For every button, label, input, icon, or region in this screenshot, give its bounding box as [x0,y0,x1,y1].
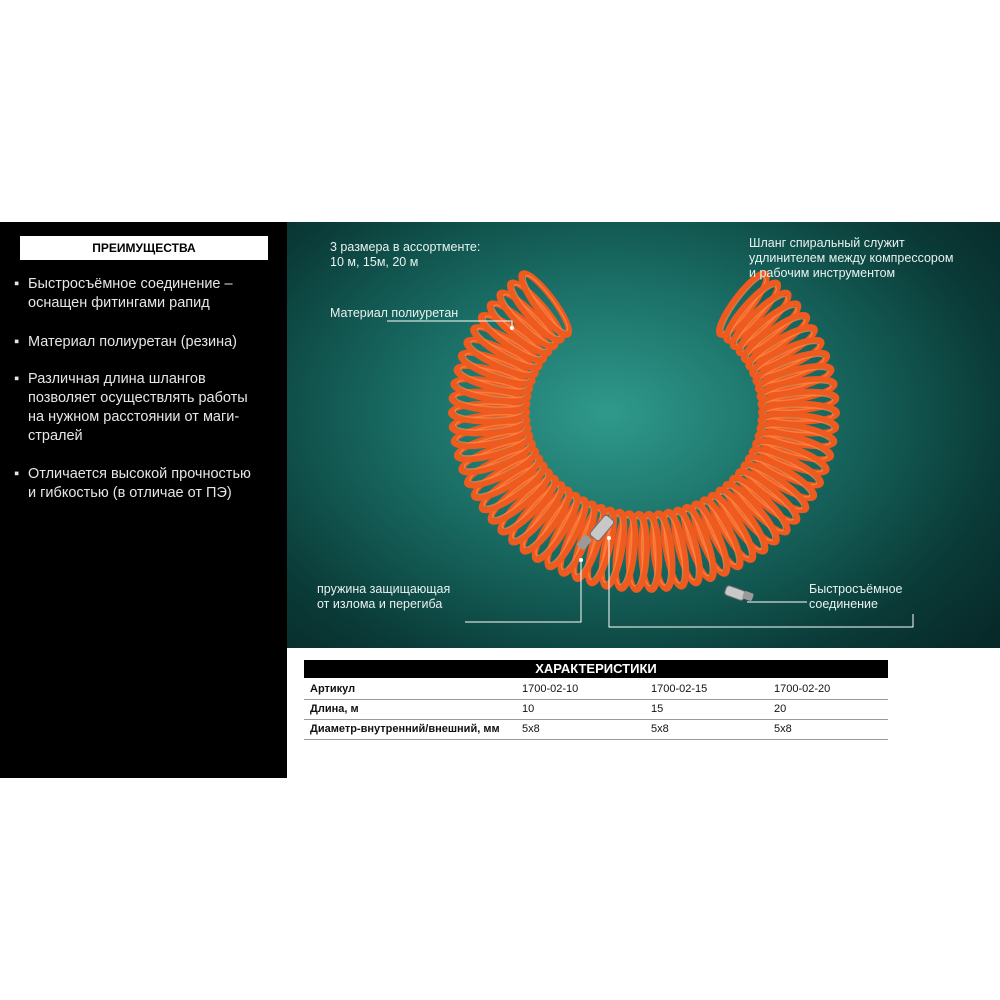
table-row [304,720,888,740]
material-annotation: Материал полиуретан [330,306,459,320]
advantage-line: Быстросъёмное соединение – [28,276,233,292]
bullet-icon: ▪ [14,334,20,350]
bullet-icon: ▪ [14,371,20,387]
advantage-line: стралей [28,428,83,444]
advantage-line: на нужном расстоянии от маги- [28,409,240,425]
advantage-line: Отличается высокой прочностью [28,466,251,482]
spec-value: 5х8 [522,723,540,735]
spec-label: Длина, м [310,703,359,715]
spec-value: 5х8 [774,723,792,735]
spec-value: 1700-02-20 [774,683,831,695]
connector-annotation: Быстросъёмное соединение [809,582,903,611]
advantage-item [14,275,274,313]
advantage-line: Материал полиуретан (резина) [28,334,238,350]
spec-value: 20 [774,703,787,715]
advantage-item [14,370,274,446]
advantage-item [14,465,274,503]
advantages-header: ПРЕИМУЩЕСТВА [20,236,268,260]
spec-value: 15 [651,703,664,715]
advantage-item [14,333,274,352]
table-row [304,700,888,720]
right-fitting-icon [724,585,754,602]
spec-value: 5х8 [651,723,669,735]
advantage-line: позволяет осуществлять работы [28,390,248,406]
spec-label: Артикул [310,683,356,695]
table-row [304,680,888,700]
advantages-panel [0,222,287,778]
hose-coils [451,268,837,590]
spring-annotation: пружина защищающая от излома и перегиба [317,582,451,611]
product-photo-area [287,222,1000,648]
product-banner [0,222,1000,778]
bullet-icon: ▪ [14,276,20,292]
bullet-icon: ▪ [14,466,20,482]
advantage-line: Различная длина шлангов [28,371,206,387]
sizes-annotation: 3 размера в ассортменте: 10 м, 15м, 20 м [330,240,481,269]
advantage-line: оснащен фитингами рапид [28,295,210,311]
spec-label: Диаметр-внутренний/внешний, мм [310,723,500,735]
spec-value: 1700-02-10 [522,683,579,695]
advantage-line: и гибкостью (в отличае от ПЭ) [28,485,232,501]
specs-table [287,648,1000,778]
leader-line-material [387,321,512,328]
spec-value: 1700-02-15 [651,683,708,695]
purpose-annotation: Шланг спиральный служит удлинителем между компрессором и рабочим инструментом [749,236,954,280]
spec-value: 10 [522,703,535,715]
specs-title: ХАРАКТЕРИСТИКИ [304,660,888,678]
